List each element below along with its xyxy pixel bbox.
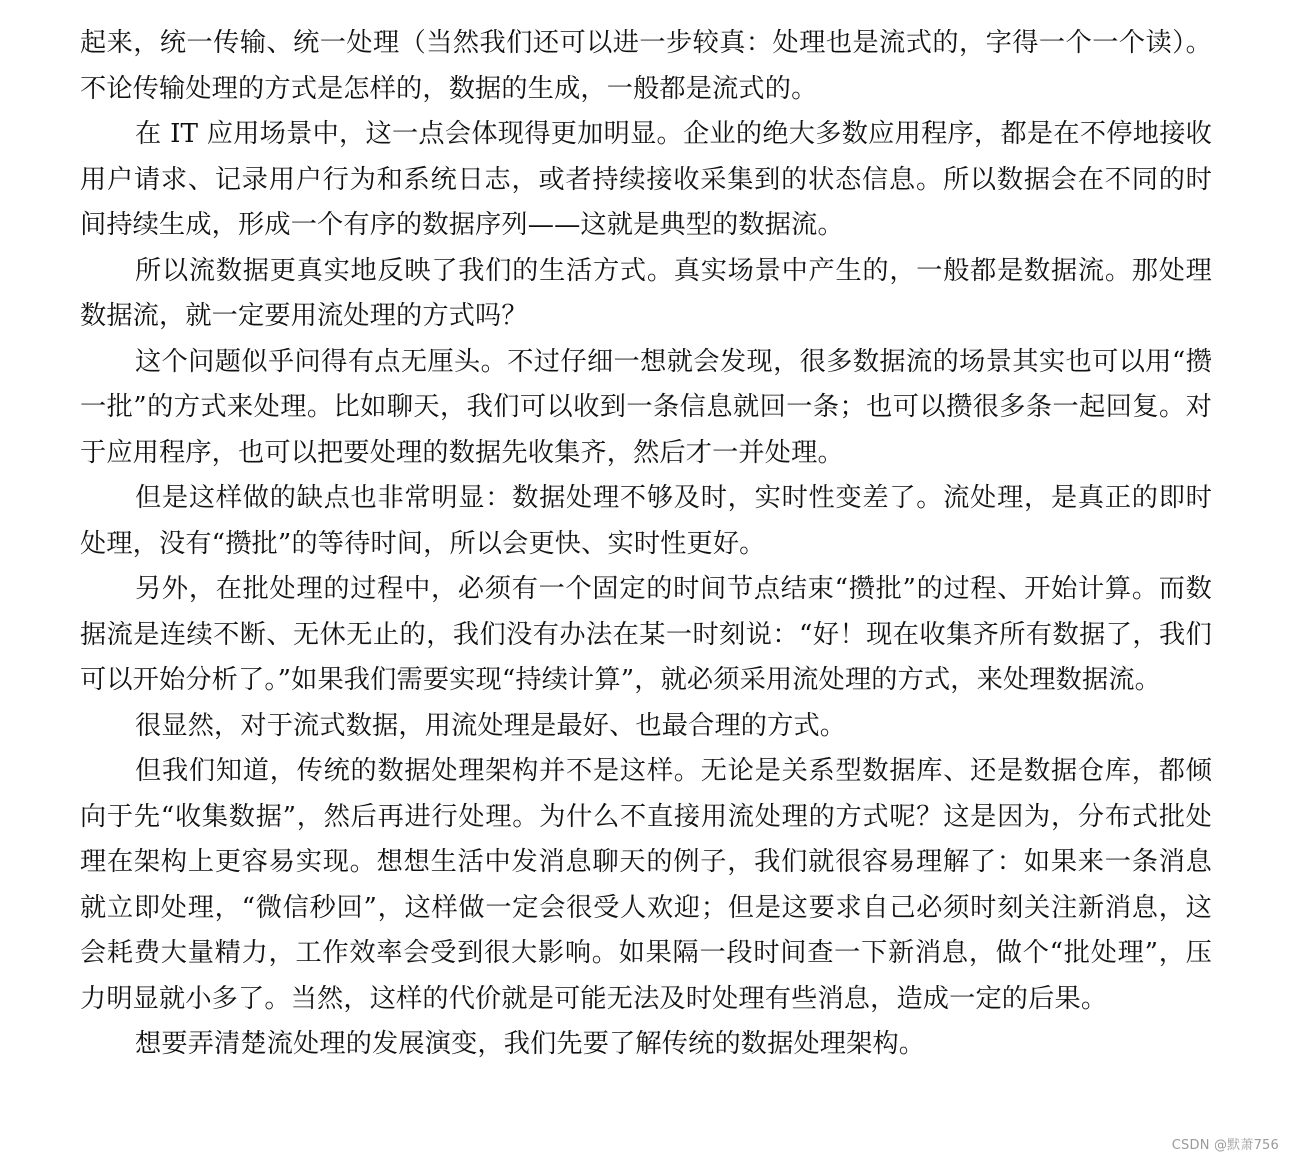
paragraph-continuous-computing: 另外，在批处理的过程中，必须有一个固定的时间节点结束“攒批”的过程、开始计算。而数据流是连续不断、无休无止的，我们没有办法在某一时刻说：“好！现在收集齐所有数据了，我们可以开始分析了。”如果我们需要实现“持续计算”，就必须采用流处理的方式，来处理数据流。 <box>80 574 1212 695</box>
paragraph-it-scenarios: 在 IT 应用场景中，这一点会体现得更加明显。企业的绝大多数应用程序，都是在不停地接收用户请求、记录用户行为和系统日志，或者持续接收采集到的状态信息。所以数据会在不同的时间持续生成，形成一个有序的数据序列——这就是典型的数据流。 <box>80 119 1212 240</box>
paragraph-batch-question: 这个问题似乎问得有点无厘头。不过仔细一想就会发现，很多数据流的场景其实也可以用“攒一批”的方式来处理。比如聊天，我们可以收到一条信息就回一条；也可以攒很多条一起回复。对于应用程序，也可以把要处理的数据先收集齐，然后才一并处理。 <box>80 346 1212 468</box>
paragraph-stream-data-reality: 所以流数据更真实地反映了我们的生活方式。真实场景中产生的，一般都是数据流。那处理数据流，就一定要用流处理的方式吗？ <box>80 255 1212 331</box>
document-body <box>80 21 1212 1068</box>
paragraph-traditional-architecture: 但我们知道，传统的数据处理架构并不是这样。无论是关系型数据库、还是数据仓库，都倾向于先“收集数据”，然后再进行处理。为什么不直接用流处理的方式呢？这是因为，分布式批处理在架构上更容易实现。想想生活中发消息聊天的例子，我们就很容易理解了：如果来一条消息就立即处理，“微信秒回”，这样做一定会很受人欢迎；但是这要求自己必须时刻关注新消息，这会耗费大量精力，工作效率会受到很大影响。如果隔一段时间查一下新消息，做个“批处理”，压力明显就小多了。当然，这样的代价就是可能无法及时处理有些消息，造成一定的后果。 <box>80 756 1212 1014</box>
csdn-watermark: CSDN @默萧756 <box>1171 1138 1279 1153</box>
paragraph-continuation: 起来，统一传输、统一处理（当然我们还可以进一步较真：处理也是流式的，字得一个一个读）。不论传输处理的方式是怎样的，数据的生成，一般都是流式的。 <box>80 28 1212 104</box>
paragraph-batch-drawback: 但是这样做的缺点也非常明显：数据处理不够及时，实时性变差了。流处理，是真正的即时处理，没有“攒批”的等待时间，所以会更快、实时性更好。 <box>80 483 1212 559</box>
paragraph-stream-best: 很显然，对于流式数据，用流处理是最好、也最合理的方式。 <box>135 710 847 741</box>
paragraph-closing: 想要弄清楚流处理的发展演变，我们先要了解传统的数据处理架构。 <box>135 1029 926 1059</box>
